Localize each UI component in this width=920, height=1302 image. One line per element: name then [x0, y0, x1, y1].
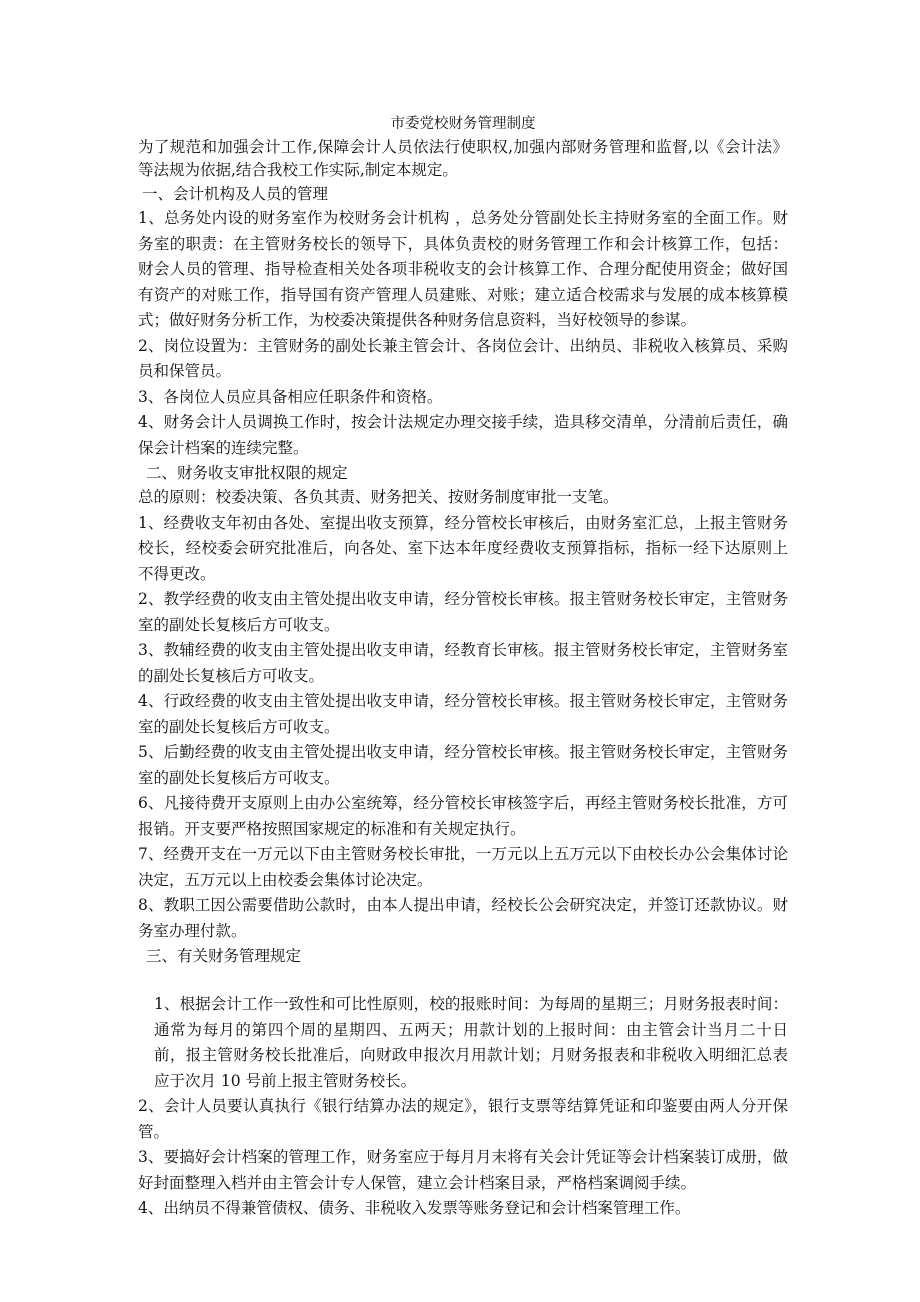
section-2-item-6: 6、凡接待费开支原则上由办公室统筹，经分管校长审核签字后，再经主管财务校长批准，方可报销。开支要严格按照国家规定的标准和有关规定执行。 [138, 794, 788, 838]
section-2-item-8: 8、教职工因公需要借助公款时，由本人提出申请，经校长公会研究决定，并签订还款协议。财务室办理付款。 [138, 896, 788, 940]
section-2-item-4: 4、行政经费的收支由主管处提出收支申请，经分管校长审核。报主管财务校长审定，主管财务室的副处长复核后方可收支。 [138, 692, 788, 736]
section-3-item-2: 2、会计人员要认真执行《银行结算办法的规定》，银行支票等结算凭证和印鉴要由两人分开保管。 [138, 1097, 788, 1141]
section-1-item-4: 4、财务会计人员调换工作时，按会计法规定办理交接手续，造具移交清单，分清前后责任，确保会计档案的连续完整。 [138, 413, 788, 457]
section-1-item-2: 2、岗位设置为：主管财务的副处长兼主管会计、各岗位会计、出纳员、非税收入核算员、采购员和保管员。 [138, 336, 788, 380]
blank-line [138, 968, 788, 992]
section-2-item-2: 2、教学经费的收支由主管处提出收支申请，经分管校长审核。报主管财务校长审定，主管财务室的副处长复核后方可收支。 [138, 590, 788, 634]
section-2-item-5: 5、后勤经费的收支由主管处提出收支申请，经分管校长审核。报主管财务校长审定，主管财务室的副处长复核后方可收支。 [138, 743, 788, 787]
section-2-principle: 总的原则：校委决策、各负其责、财务把关、按财务制度审批一支笔。 [138, 488, 619, 506]
section-3-item-3: 3、要搞好会计档案的管理工作，财务室应于每月月末将有关会计凭证等会计档案装订成册，做好封面整理入档并由主管会计专人保管，建立会计档案目录，严格档案调阅手续。 [138, 1148, 788, 1192]
document-title: 市委党校财务管理制度 [390, 116, 536, 132]
section-2-item-1: 1、经费收支年初由各处、室提出收支预算，经分管校长审核后，由财务室汇总，上报主管财务校长，经校委会研究批准后，向各处、室下达本年度经费收支预算指标，指标一经下达原则上不得更改。 [138, 513, 788, 583]
section-3-heading: 三、有关财务管理规定 [146, 947, 302, 965]
section-1-heading: 一、会计机构及人员的管理 [142, 185, 329, 203]
document-page [138, 112, 788, 1222]
intro-paragraph: 为了规范和加强会计工作,保障会计人员依法行使职权,加强内部财务管理和监督,以《会计法》等法规为依据,结合我校工作实际,制定本规定。 [138, 138, 788, 179]
section-3-item-1: 1、根据会计工作一致性和可比性原则，校的报账时间：为每周的星期三；月财务报表时间：通常为每月的第四个周的星期四、五两天；用款计划的上报时间：由主管会计当月二十日前，报主管财务校长批准后，向财政申报次月用款计划；月财务报表和非税收入明细汇总表应于次月 10 号前上报主管财务校长。 [154, 995, 788, 1090]
section-1-item-3: 3、各岗位人员应具备相应任职条件和资格。 [138, 387, 443, 406]
section-1-item-1: 1、总务处内设的财务室作为校财务会计机构 ，总务处分管副处长主持财务室的全面工作。财务室的职责：在主管财务校长的领导下，具体负责校的财务管理工作和会计核算工作，包括：财会人员的管理、指导检查相关处各项非税收支的会计核算工作、合理分配使用资金；做好国有资产的对账工作，指导国有资产管理人员建账、对账；建立适合校需求与发展的成本核算模式；做好财务分析工作，为校委决策提供各种财务信息资料，当好校领导的参谋。 [138, 209, 788, 329]
section-2-item-3: 3、教辅经费的收支由主管处提出收支申请，经教育长审核。报主管财务校长审定，主管财务室的副处长复核后方可收支。 [138, 641, 788, 685]
section-2-item-7: 7、经费开支在一万元以下由主管财务校长审批，一万元以上五万元以下由校长办公会集体讨论决定，五万元以上由校委会集体讨论决定。 [138, 845, 788, 889]
section-2-heading: 二、财务收支审批权限的规定 [146, 464, 348, 482]
section-3-item-4: 4、出纳员不得兼管债权、债务、非税收入发票等账务登记和会计档案管理工作。 [138, 1199, 691, 1217]
